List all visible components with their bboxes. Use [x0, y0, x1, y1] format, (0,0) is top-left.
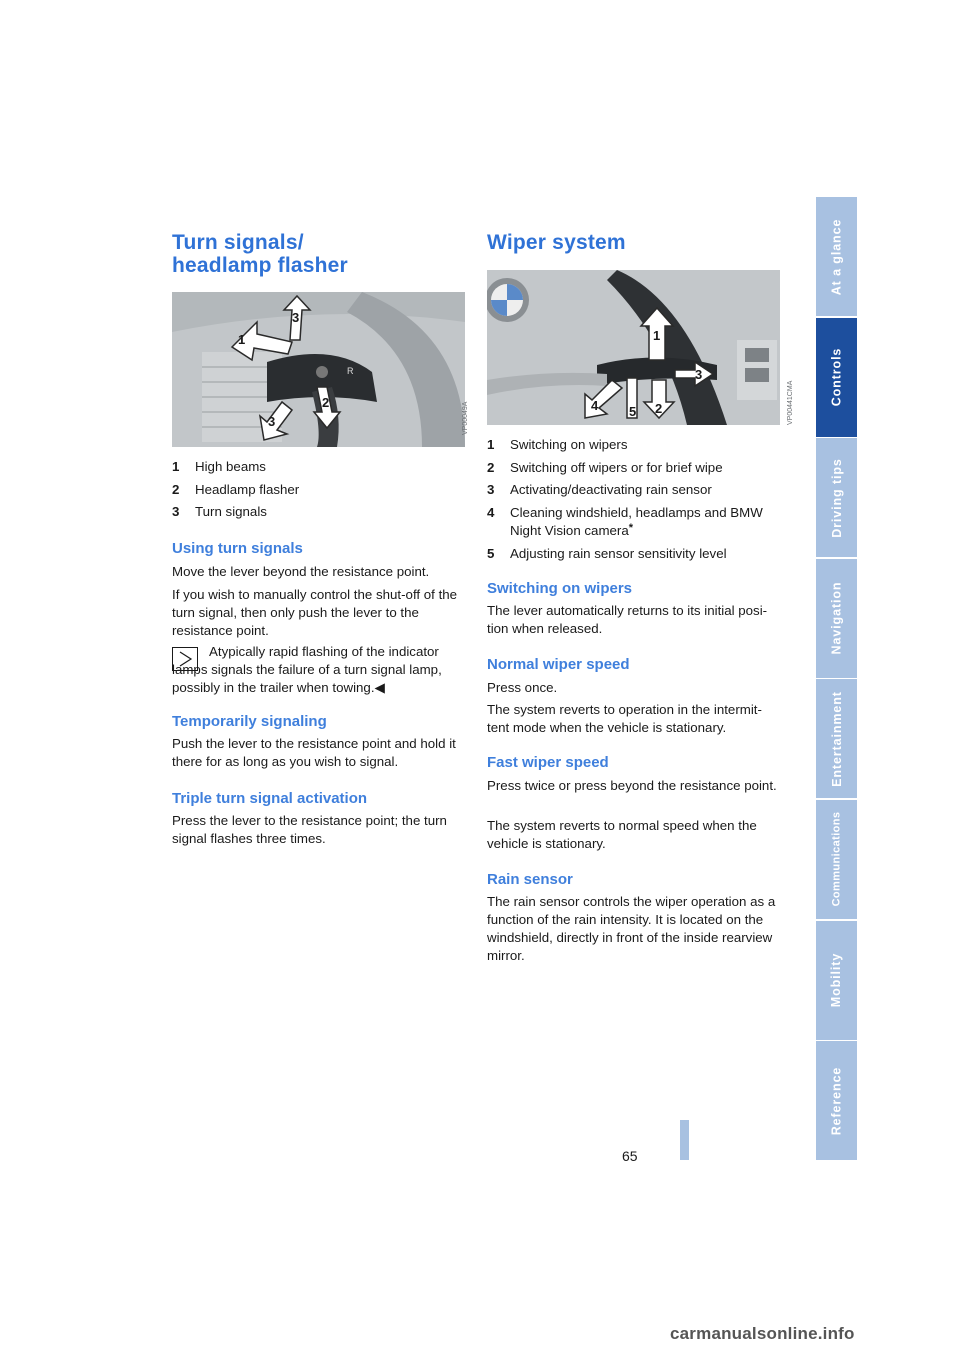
paragraph: The rain sensor controls the wiper operation as a function of the rain intensity. It is located on the windshield, directly in front of the inside rearview mirror.: [487, 894, 776, 963]
page-marker-bar: [680, 1120, 689, 1160]
section-title-turn-signals: [172, 231, 348, 277]
svg-text:2: 2: [655, 401, 663, 416]
legend-item: 4 Cleaning windshield, headlamps and BMW Night Vision camera*: [487, 505, 763, 539]
heading-normal-wiper-speed: Normal wiper speed: [487, 656, 630, 673]
chapter-tabs: [816, 197, 857, 1162]
optional-equipment-star: *: [628, 522, 634, 535]
paragraph: Press the lever to the resistance point; the turn signal flashes three times.: [172, 813, 447, 846]
turn-signal-lever-figure: [172, 292, 465, 447]
turn-signal-lever-illustration: [172, 292, 465, 447]
paragraph: If you wish to manually control the shut-off of the turn signal, then only push the lever to the resistance point.: [172, 587, 458, 638]
tab-reference[interactable]: Reference: [816, 1041, 857, 1160]
tab-mobility[interactable]: Mobility: [816, 921, 857, 1040]
wiper-legend: [487, 436, 780, 567]
svg-text:5: 5: [629, 404, 637, 419]
paragraph: Press once.: [487, 680, 558, 695]
svg-text:4: 4: [591, 398, 599, 413]
legend-item: 1 Switching on wipers: [487, 437, 628, 452]
legend-item: 1 High beams: [172, 459, 266, 474]
paragraph: The lever automatically returns to its initial posi-tion when released.: [487, 603, 768, 636]
legend-item: 2 Headlamp flasher: [172, 481, 300, 497]
wiper-lever-figure: [487, 270, 780, 425]
paragraph: Push the lever to the resistance point and hold it there for as long as you wish to signal.: [172, 736, 456, 769]
heading-using-turn-signals: Using turn signals: [172, 540, 303, 557]
figure-code: VP00441CMA: [787, 380, 794, 425]
heading-fast-wiper-speed: Fast wiper speed: [487, 754, 609, 771]
svg-text:3: 3: [695, 367, 703, 382]
svg-text:3: 3: [292, 310, 300, 325]
tab-entertainment[interactable]: Entertainment: [816, 679, 857, 798]
title-line-2: headlamp flasher: [172, 254, 348, 277]
watermark: carmanualsonline.info: [670, 1324, 855, 1343]
page-number: 65: [622, 1148, 638, 1164]
paragraph: Press twice or press beyond the resistance point.: [487, 778, 777, 793]
tab-communications[interactable]: Communications: [816, 800, 857, 919]
turn-signal-legend: [172, 458, 299, 526]
heading-triple-turn-signal: Triple turn signal activation: [172, 790, 368, 807]
legend-item: 3 Activating/deactivating rain sensor: [487, 482, 712, 498]
note-paragraph: Atypically rapid flashing of the indicator lamps signals the failure of a turn signal lamp, possibly in the trailer when towing.◀: [172, 644, 442, 695]
svg-text:1: 1: [653, 328, 661, 343]
paragraph: Move the lever beyond the resistance point.: [172, 564, 430, 579]
svg-text:2: 2: [322, 395, 330, 410]
section-title-wiper-system: Wiper system: [487, 231, 626, 254]
tab-navigation[interactable]: Navigation: [816, 559, 857, 678]
heading-rain-sensor: Rain sensor: [487, 871, 573, 888]
legend-item: 2 Switching off wipers or for brief wipe: [487, 459, 723, 475]
paragraph: The system reverts to operation in the intermit-tent mode when the vehicle is stationary.: [487, 702, 762, 735]
heading-temporarily-signaling: Temporarily signaling: [172, 713, 327, 730]
svg-text:3: 3: [268, 414, 276, 429]
wiper-lever-illustration: [487, 270, 780, 425]
svg-text:1: 1: [238, 332, 246, 347]
legend-item: 3 Turn signals: [172, 504, 267, 520]
title-line-1: Turn signals/: [172, 231, 304, 254]
legend-item: 5 Adjusting rain sensor sensitivity level: [487, 545, 727, 561]
svg-text:R: R: [347, 366, 354, 376]
tab-at-a-glance[interactable]: At a glance: [816, 197, 857, 316]
tab-driving-tips[interactable]: Driving tips: [816, 438, 857, 557]
paragraph: The system reverts to normal speed when the vehicle is stationary.: [487, 818, 757, 851]
tab-controls[interactable]: Controls: [816, 318, 857, 437]
figure-code: VP00049A: [462, 401, 469, 435]
heading-switching-on-wipers: Switching on wipers: [487, 580, 633, 597]
